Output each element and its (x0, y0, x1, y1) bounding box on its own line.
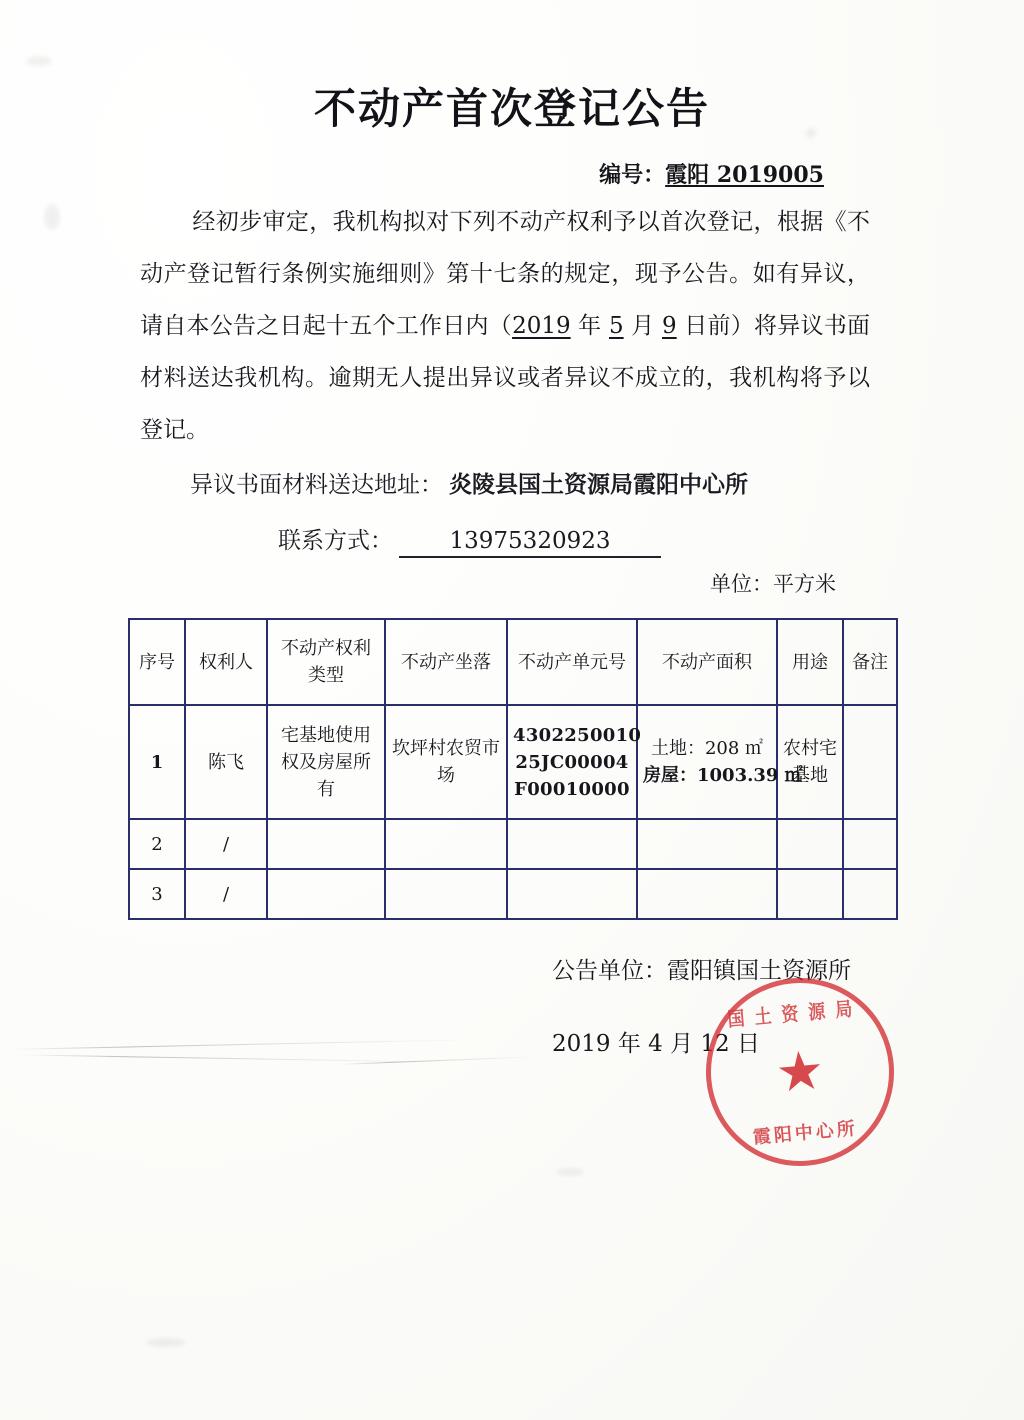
cell-remark (843, 819, 897, 869)
cell-area (637, 705, 803, 819)
header-index: 序号 (129, 619, 185, 705)
header-right-type: 不动产权利类型 (267, 619, 385, 705)
body-date-year-sep: 年 (570, 313, 609, 339)
issue-date-line: 2019 年 4 月 12 日 (552, 1031, 760, 1057)
cell-usage (777, 819, 843, 869)
cell-index: 3 (129, 869, 185, 919)
cell-unit-no (507, 869, 637, 919)
header-area: 不动产面积 (637, 619, 777, 705)
body-date-month-sep: 月 (623, 313, 663, 339)
header-usage: 用途 (777, 619, 843, 705)
cell-owner: 陈飞 (185, 705, 267, 819)
delivery-address-line (190, 466, 748, 499)
delivery-address-value: 炎陵县国土资源局霞阳中心所 (449, 472, 748, 498)
cell-owner: / (185, 819, 267, 869)
table-row (129, 819, 897, 869)
page-title: 不动产首次登记公告 (313, 84, 710, 133)
signature-block (552, 952, 851, 1058)
cell-area (637, 869, 777, 919)
contact-line (278, 522, 661, 558)
cell-area-land: 土地：208 ㎡ (650, 738, 764, 759)
cell-area-house: 房屋：1003.39 ㎡ (643, 765, 803, 786)
seal-star-icon: ★ (773, 1038, 827, 1105)
document-number-label: 编号： (599, 163, 666, 188)
cell-unit-no (507, 819, 637, 869)
cell-usage (777, 869, 843, 919)
table-row (129, 705, 897, 819)
announcement-body (140, 196, 870, 456)
body-date-day: 9 (662, 313, 677, 339)
body-date-year: 2019 (512, 313, 571, 339)
body-part-2: 日前）将异议书面材料送达我机构。逾期无人提出异议或者异议不成立的，我机构将予以登记。 (140, 313, 871, 443)
unit-note: 单位：平方米 (710, 572, 836, 596)
header-unit-no: 不动产单元号 (507, 619, 637, 705)
seal-bottom-text: 霞阳中心所 (752, 1118, 859, 1149)
cell-location: 坎坪村农贸市场 (385, 705, 507, 819)
header-location: 不动产坐落 (385, 619, 507, 705)
body-date-month: 5 (609, 313, 624, 339)
cell-right-type (267, 819, 385, 869)
registration-table (128, 618, 898, 920)
cell-usage: 农村宅基地 (777, 705, 843, 819)
cell-index: 2 (129, 819, 185, 869)
header-remark: 备注 (843, 619, 897, 705)
cell-area (637, 819, 777, 869)
body-part-1: 经初步审定，我机构拟对下列不动产权利予以首次登记，根据《不动产登记暂行条例实施细则》第十七条的规定，现予公告。如有异议，请自本公告之日起十五个工作日内（ (140, 209, 870, 339)
header-owner: 权利人 (185, 619, 267, 705)
document-number-value: 霞阳 2019005 (665, 162, 824, 188)
document-number (599, 158, 824, 189)
cell-remark (843, 705, 897, 819)
contact-label: 联系方式： (278, 528, 393, 554)
contact-value: 13975320923 (399, 528, 661, 558)
cell-index: 1 (129, 705, 185, 819)
cell-remark (843, 869, 897, 919)
cell-owner: / (185, 869, 267, 919)
cell-right-type: 宅基地使用权及房屋所有 (267, 705, 385, 819)
cell-right-type (267, 869, 385, 919)
table-row (129, 869, 897, 919)
cell-unit-no: 4302250010 25JC00004 F00010000 (507, 705, 637, 819)
cell-location (385, 819, 507, 869)
cell-location (385, 869, 507, 919)
delivery-address-label: 异议书面材料送达地址： (190, 472, 443, 498)
table-header-row (129, 619, 897, 705)
issuer-line: 公告单位：霞阳镇国土资源所 (552, 958, 851, 984)
seal-top-text: 国土资源局 (726, 997, 864, 1032)
